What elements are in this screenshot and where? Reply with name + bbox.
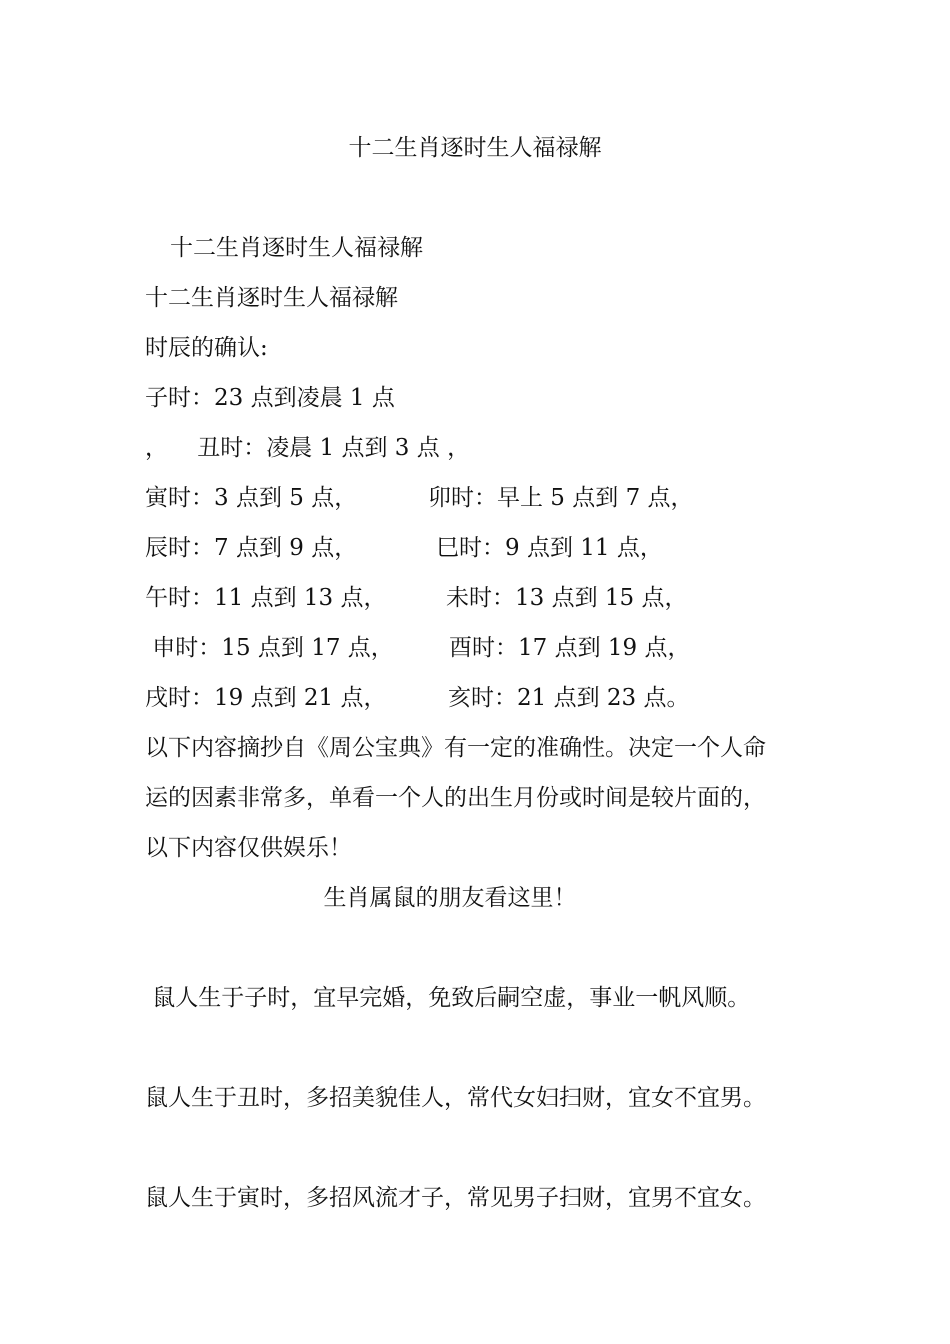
hour-you: 酉时：17 点到 19 点， xyxy=(449,635,691,661)
hour-chen: 辰时：7 点到 9 点， xyxy=(145,535,358,561)
section-heading-rat: 生肖属鼠的朋友看这里！ xyxy=(323,885,577,911)
rat-yin-paragraph: 鼠人生于寅时，多招风流才子，常见男子扫财，宜男不宜女。 xyxy=(145,1185,766,1211)
note-line-1: 以下内容摘抄自《周公宝典》有一定的准确性。决定一个人命 xyxy=(145,735,766,761)
hour-wu: 午时：11 点到 13 点， xyxy=(145,585,387,611)
note-line-3: 以下内容仅供娱乐！ xyxy=(145,835,352,861)
hour-wei: 未时：13 点到 15 点， xyxy=(446,585,688,611)
hour-xu: 戌时：19 点到 21 点， xyxy=(145,685,387,711)
intro-label: 时辰的确认: xyxy=(145,335,268,361)
hour-hai: 亥时：21 点到 23 点。 xyxy=(448,685,690,711)
hour-zi: 子时：23 点到凌晨 1 点 xyxy=(145,385,395,411)
hour-mao: 卯时：早上 5 点到 7 点， xyxy=(428,485,694,511)
subtitle-line-2: 十二生肖逐时生人福禄解 xyxy=(145,285,398,311)
hour-shen: 申时：15 点到 17 点， xyxy=(145,635,394,661)
document-title: 十二生肖逐时生人福禄解 xyxy=(348,135,602,161)
hour-si: 巳时：9 点到 11 点， xyxy=(436,535,663,561)
hour-chou: ， 丑时：凌晨 1 点到 3 点 ， xyxy=(145,435,471,461)
note-line-2: 运的因素非常多，单看一个人的出生月份或时间是较片面的， xyxy=(145,785,766,811)
subtitle-line-1: 十二生肖逐时生人福禄解 xyxy=(170,235,423,261)
hour-yin: 寅时：3 点到 5 点， xyxy=(145,485,358,511)
rat-zi-paragraph: 鼠人生于子时，宜早完婚，免致后嗣空虚，事业一帆风顺。 xyxy=(145,985,751,1011)
rat-chou-paragraph: 鼠人生于丑时，多招美貌佳人，常代女妇扫财，宜女不宜男。 xyxy=(145,1085,766,1111)
